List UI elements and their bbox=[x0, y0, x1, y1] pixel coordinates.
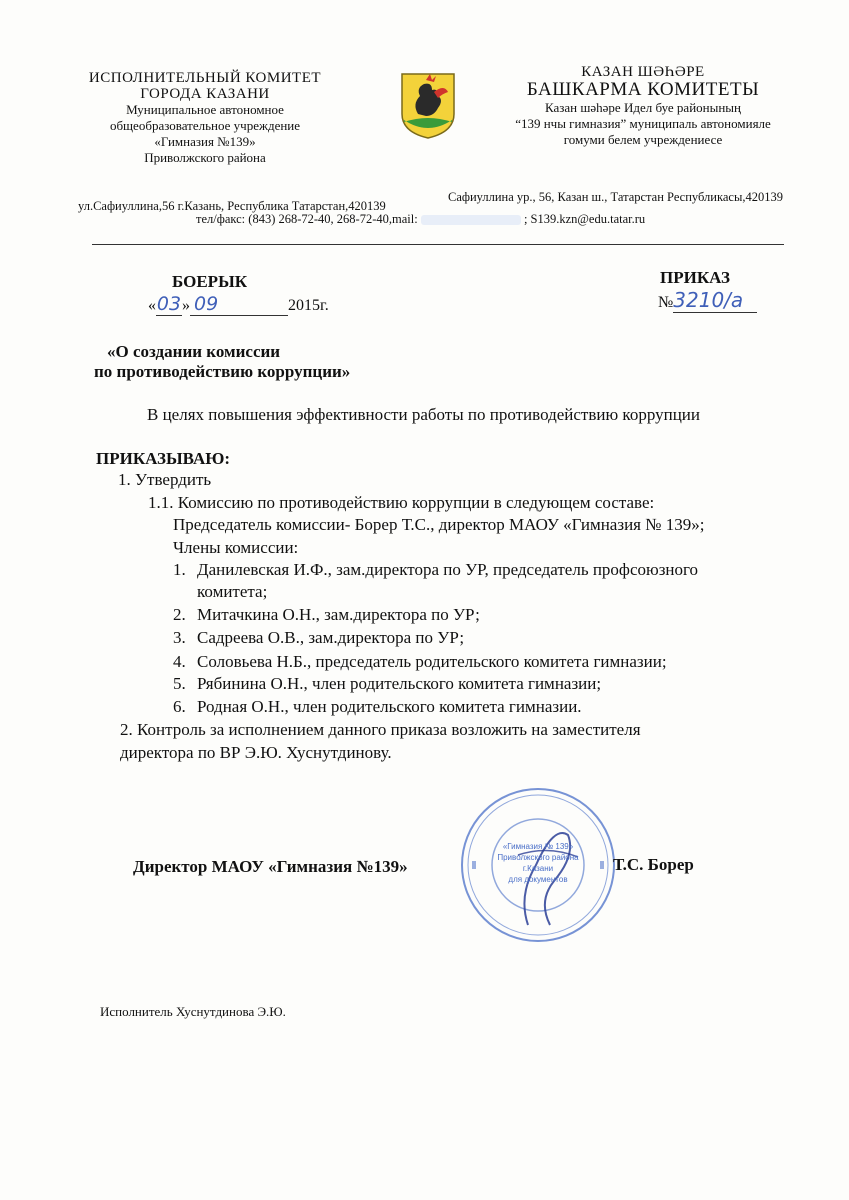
member-item: 4. Соловьева Н.Б., председатель родительского комитета гимназии; bbox=[173, 652, 667, 671]
executor-line: Исполнитель Хуснутдинова Э.Ю. bbox=[100, 1004, 286, 1019]
address-left: ул.Сафиуллина,56 г.Казань, Республика Татарстан,420139 bbox=[78, 199, 386, 213]
stamp-line2: Приволжского района bbox=[497, 853, 579, 862]
title-line2: по противодействию коррупции» bbox=[94, 362, 351, 381]
prikazyvayu-heading: ПРИКАЗЫВАЮ: bbox=[96, 449, 231, 468]
date-year: 2015г. bbox=[288, 297, 329, 314]
item-1-1: 1.1. Комиссию по противодействию коррупции в следующем составе: bbox=[148, 493, 655, 512]
left-header-line3: Муниципальное автономное bbox=[126, 102, 284, 117]
date-close-quote: » bbox=[182, 297, 190, 314]
member-item: 6. Родная О.Н., член родительского комитета гимназии. bbox=[173, 697, 582, 716]
header-divider bbox=[92, 244, 784, 245]
title-line1: «О создании комиссии bbox=[107, 342, 281, 361]
order-date bbox=[148, 293, 329, 316]
stamp-line1: «Гимназия № 139» bbox=[502, 842, 574, 851]
right-header-line4: “139 нчы гимназия” муниципаль автономияле bbox=[515, 116, 771, 131]
boeryk-label: БОЕРЫК bbox=[172, 272, 248, 291]
stamp-line3: г.Казани bbox=[522, 864, 554, 873]
left-header-line6: Приволжского района bbox=[144, 150, 266, 165]
left-header bbox=[60, 70, 350, 166]
member-item: 1. Данилевская И.Ф., зам.директора по УР, председатель профсоюзного bbox=[173, 560, 699, 579]
signature-name: Т.С. Борер bbox=[613, 855, 694, 874]
right-header-line5: гомуми белем учреждениесе bbox=[563, 132, 723, 147]
left-header-line4: общеобразовательное учреждение bbox=[109, 118, 301, 133]
date-month: 09 bbox=[190, 293, 288, 316]
member-item-continuation: комитета; bbox=[197, 582, 268, 601]
order-number-value: 3210/а bbox=[673, 288, 757, 313]
contacts-line bbox=[196, 212, 645, 227]
contacts-suffix: ; S139.kzn@edu.tatar.ru bbox=[523, 212, 646, 226]
email-link[interactable] bbox=[421, 215, 521, 225]
members-label: Члены комиссии: bbox=[173, 538, 299, 557]
right-header-line2: БАШКАРМА КОМИТЕТЫ bbox=[526, 79, 760, 100]
right-header-line3: Казан шәһәре Идел буе районының bbox=[545, 100, 741, 115]
left-header-line5: «Гимназия №139» bbox=[154, 134, 256, 149]
contacts-prefix: тел/факс: (843) 268-72-40, 268-72-40,mail: bbox=[196, 212, 418, 226]
date-day: 03 bbox=[156, 293, 182, 315]
member-item: 2. Митачкина О.Н., зам.директора по УР; bbox=[173, 605, 480, 624]
right-header-line1: КАЗАН ШӘҺӘРЕ bbox=[581, 64, 705, 80]
left-header-line1: ИСПОЛНИТЕЛЬНЫЙ КОМИТЕТ bbox=[88, 70, 322, 86]
kazan-emblem-icon bbox=[398, 70, 458, 140]
chairman-line: Председатель комиссии- Борер Т.С., директор МАОУ «Гимназия № 139»; bbox=[173, 515, 705, 534]
order-number bbox=[658, 288, 757, 313]
item-2-line1: 2. Контроль за исполнением данного приказа возложить на заместителя bbox=[120, 720, 641, 739]
prikaz-label: ПРИКАЗ bbox=[660, 268, 730, 287]
member-item: 3. Садреева О.В., зам.директора по УР; bbox=[173, 628, 465, 647]
item-1: 1. Утвердить bbox=[118, 470, 212, 489]
order-number-sign: № bbox=[658, 294, 674, 311]
item-2-line2: директора по ВР Э.Ю. Хуснутдинову. bbox=[120, 743, 392, 762]
intro-paragraph: В целях повышения эффективности работы по противодействию коррупции bbox=[147, 405, 700, 424]
official-stamp bbox=[458, 785, 618, 945]
right-header bbox=[478, 64, 808, 148]
left-header-line2: ГОРОДА КАЗАНИ bbox=[140, 86, 270, 102]
stamp-line4: для документов bbox=[508, 875, 568, 884]
stamp-text bbox=[488, 841, 588, 885]
address-right: Сафиуллина ур., 56, Казан ш., Татарстан Республикасы,420139 bbox=[448, 190, 783, 204]
member-item: 5. Рябинина О.Н., член родительского комитета гимназии; bbox=[173, 674, 602, 693]
signature-position: Директор МАОУ «Гимназия №139» bbox=[133, 857, 408, 876]
date-open-quote: « bbox=[148, 297, 156, 314]
